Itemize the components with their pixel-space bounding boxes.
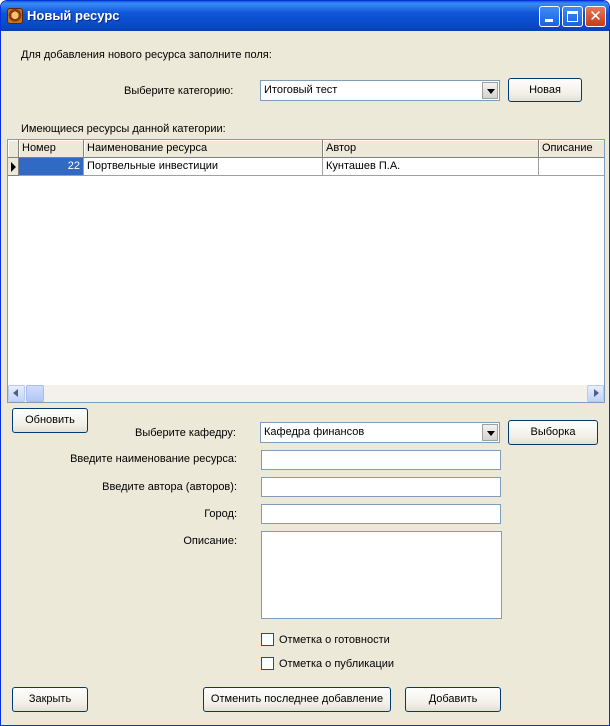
undo-last-label: Отменить последнее добавление: [210, 693, 384, 705]
cell-number[interactable]: 22: [19, 158, 84, 176]
close-icon: ✕: [589, 8, 602, 25]
grid-header: [8, 140, 604, 158]
description-label: Описание:: [183, 535, 237, 547]
row-indicator-icon: [8, 158, 19, 176]
minimize-button[interactable]: [539, 6, 560, 27]
cell-author[interactable]: Кунташев П.А.: [323, 158, 539, 176]
header-corner: [8, 140, 19, 158]
minimize-icon: [545, 19, 553, 22]
add-button[interactable]: [405, 687, 501, 712]
category-label: Выберите категорию:: [124, 85, 234, 97]
new-category-button[interactable]: [508, 78, 582, 102]
refresh-label: Обновить: [25, 414, 75, 426]
department-select[interactable]: [260, 422, 500, 443]
undo-last-button[interactable]: [203, 687, 391, 712]
chevron-down-icon[interactable]: [482, 82, 498, 99]
maximize-icon: [567, 11, 578, 22]
new-category-label: Новая: [529, 84, 561, 96]
scroll-right-icon[interactable]: [587, 385, 604, 402]
description-textarea[interactable]: [261, 531, 502, 619]
app-icon: [7, 8, 23, 24]
select-label: Выборка: [530, 426, 576, 438]
department-value: Кафедра финансов: [264, 426, 365, 438]
column-header-name[interactable]: Наименование ресурса: [84, 140, 323, 158]
scroll-left-icon[interactable]: [8, 385, 25, 402]
category-select[interactable]: [260, 80, 500, 101]
author-label: Введите автора (авторов):: [102, 481, 237, 493]
author-input[interactable]: [261, 477, 501, 497]
column-header-author[interactable]: Автор: [323, 140, 539, 158]
cell-name[interactable]: Портвельные инвестиции: [84, 158, 323, 176]
ready-label: Отметка о готовности: [279, 634, 390, 646]
name-label: Введите наименование ресурса:: [70, 453, 237, 465]
column-header-description[interactable]: Описание: [539, 140, 605, 158]
category-value: Итоговый тест: [264, 84, 338, 96]
select-button[interactable]: [508, 420, 598, 445]
city-input[interactable]: [261, 504, 501, 524]
resources-grid[interactable]: [7, 139, 605, 403]
close-label: Закрыть: [28, 693, 72, 705]
intro-text: Для добавления нового ресурса заполните поля:: [21, 49, 272, 61]
published-label: Отметка о публикации: [279, 658, 395, 670]
cell-description[interactable]: [539, 158, 605, 176]
scroll-thumb[interactable]: [26, 385, 44, 402]
published-checkbox[interactable]: [261, 657, 274, 670]
title-bar[interactable]: [1, 1, 609, 31]
column-header-number[interactable]: Номер: [19, 140, 84, 158]
close-button[interactable]: [12, 687, 88, 712]
horizontal-scrollbar[interactable]: [8, 385, 604, 402]
window-title: Новый ресурс: [27, 8, 120, 23]
maximize-button[interactable]: [562, 6, 583, 27]
close-window-button[interactable]: [585, 6, 606, 27]
ready-checkbox[interactable]: [261, 633, 274, 646]
chevron-down-icon[interactable]: [482, 424, 498, 441]
refresh-button[interactable]: [12, 408, 88, 433]
resources-label: Имеющиеся ресурсы данной категории:: [21, 123, 226, 135]
add-label: Добавить: [428, 693, 478, 705]
department-label: Выберите кафедру:: [135, 427, 236, 439]
resource-name-input[interactable]: [261, 450, 501, 470]
city-label: Город:: [204, 508, 237, 520]
